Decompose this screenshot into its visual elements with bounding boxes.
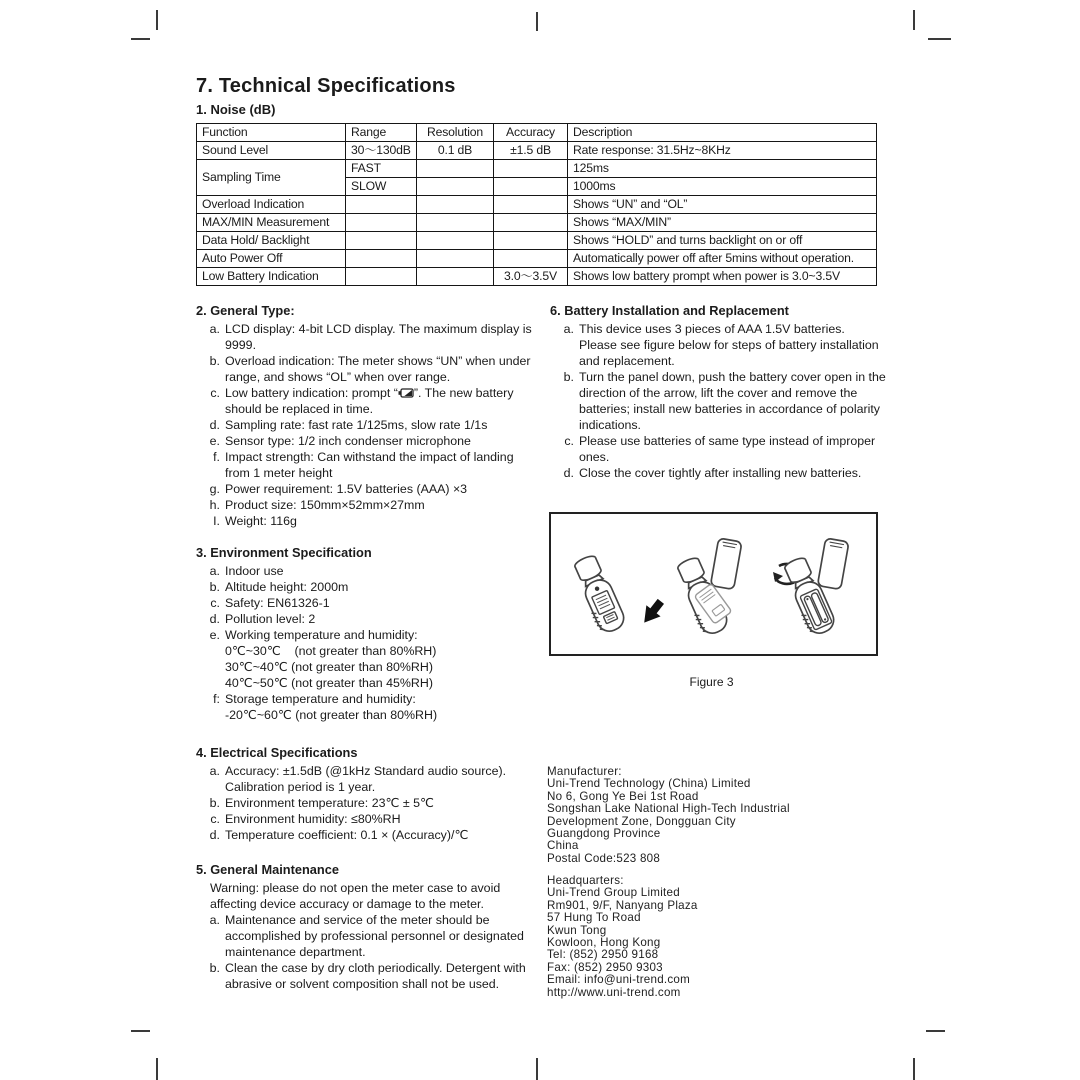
text-line: Postal Code:523 808 bbox=[547, 851, 661, 865]
text-line: Kwun Tong bbox=[547, 923, 607, 937]
item-label: a. bbox=[209, 913, 220, 927]
item-label: b. bbox=[209, 580, 220, 594]
list-item bbox=[550, 321, 886, 369]
header-cell: Description bbox=[568, 124, 877, 142]
cell: Shows “UN” and “OL” bbox=[568, 196, 877, 214]
list-item bbox=[196, 385, 532, 417]
item-label: d. bbox=[563, 466, 574, 480]
cell bbox=[417, 160, 494, 178]
item-label bbox=[196, 707, 220, 723]
item-label: b. bbox=[209, 354, 220, 368]
item-label: a. bbox=[209, 322, 220, 336]
item-label: b. bbox=[209, 961, 220, 975]
table-row bbox=[197, 142, 877, 160]
item-label: a. bbox=[563, 322, 574, 336]
list-item bbox=[196, 627, 532, 643]
figure-3-image bbox=[549, 512, 878, 656]
section-environment bbox=[196, 545, 532, 723]
header-cell: Accuracy bbox=[494, 124, 568, 142]
cell bbox=[494, 214, 568, 232]
item-text: Environment humidity: ≤80%RH bbox=[225, 812, 401, 826]
cell: Data Hold/ Backlight bbox=[197, 232, 346, 250]
item-label: c. bbox=[210, 386, 220, 400]
item-label: d. bbox=[209, 418, 220, 432]
cell bbox=[417, 214, 494, 232]
table-row bbox=[197, 250, 877, 268]
crop-mark bbox=[913, 1058, 915, 1080]
cell bbox=[346, 268, 417, 286]
table-title: 1. Noise (dB) bbox=[196, 102, 276, 117]
crop-mark bbox=[913, 10, 915, 30]
item-text: Low battery indication: prompt “ ”. The new battery should be replaced in time. bbox=[225, 386, 517, 416]
item-text: Close the cover tightly after installing new batteries. bbox=[579, 466, 862, 480]
list-item bbox=[196, 513, 532, 529]
list-item bbox=[196, 827, 536, 843]
cell: 1000ms bbox=[568, 178, 877, 196]
cell bbox=[417, 250, 494, 268]
cell: Shows low battery prompt when power is 3.0~3.5V bbox=[568, 268, 877, 286]
item-text: -20℃~60℃ (not greater than 80%RH) bbox=[225, 708, 438, 722]
item-text: 0℃~30℃ (not greater than 80%RH) bbox=[225, 644, 437, 658]
text-line: Development Zone, Dongguan City bbox=[547, 814, 736, 828]
item-label: c. bbox=[210, 596, 220, 610]
cell: Overload Indication bbox=[197, 196, 346, 214]
item-text: LCD display: 4-bit LCD display. The maximum display is 9999. bbox=[225, 322, 536, 352]
text-line: Uni-Trend Group Limited bbox=[547, 886, 680, 900]
cell: 3.0～3.5V bbox=[494, 268, 568, 286]
list-item bbox=[196, 960, 532, 992]
item-text: This device uses 3 pieces of AAA 1.5V batteries. Please see figure below for steps of battery installation and replacement. bbox=[579, 322, 883, 368]
text-line: Manufacturer: bbox=[547, 765, 622, 778]
section-heading: 2. General Type: bbox=[196, 303, 295, 318]
item-text: Working temperature and humidity: bbox=[225, 628, 418, 642]
section-battery bbox=[550, 303, 890, 481]
cell bbox=[494, 250, 568, 268]
cell bbox=[494, 178, 568, 196]
item-label: a. bbox=[209, 764, 220, 778]
cell: 125ms bbox=[568, 160, 877, 178]
item-label: d. bbox=[209, 612, 220, 626]
list-item bbox=[196, 763, 536, 795]
text-line: Rm901, 9/F, Nanyang Plaza bbox=[547, 898, 698, 912]
list-item bbox=[196, 795, 536, 811]
list-item bbox=[196, 417, 532, 433]
section-heading: 6. Battery Installation and Replacement bbox=[550, 303, 789, 318]
cell bbox=[494, 160, 568, 178]
item-text: Environment temperature: 23℃ ± 5℃ bbox=[225, 796, 434, 810]
cell: Auto Power Off bbox=[197, 250, 346, 268]
table-row bbox=[197, 214, 877, 232]
item-text: 40℃~50℃ (not greater than 45%RH) bbox=[225, 676, 433, 690]
list-item bbox=[196, 563, 532, 579]
list-item bbox=[196, 579, 532, 595]
list-item bbox=[196, 691, 532, 707]
cell bbox=[346, 232, 417, 250]
item-label: e. bbox=[209, 628, 220, 642]
cell bbox=[346, 214, 417, 232]
list-item bbox=[196, 811, 536, 827]
crop-mark bbox=[926, 1030, 945, 1032]
cell bbox=[417, 268, 494, 286]
item-text: Temperature coefficient: 0.1 × (Accuracy)/℃ bbox=[225, 828, 469, 842]
item-label: e. bbox=[209, 434, 220, 448]
list-item bbox=[550, 465, 886, 481]
table-row bbox=[197, 232, 877, 250]
crop-mark bbox=[928, 38, 951, 40]
text-line: Headquarters: bbox=[547, 874, 624, 887]
text-line: Kowloon, Hong Kong bbox=[547, 936, 661, 950]
item-label: a. bbox=[209, 564, 220, 578]
noise-spec-table bbox=[196, 123, 877, 286]
cell: Rate response: 31.5Hz~8KHz bbox=[568, 142, 877, 160]
item-label: c. bbox=[564, 434, 574, 448]
item-label: b. bbox=[563, 370, 574, 384]
item-label bbox=[196, 880, 205, 912]
section-maintenance bbox=[196, 862, 532, 992]
crop-mark bbox=[156, 10, 158, 30]
item-label: h. bbox=[209, 498, 220, 512]
table-header-row bbox=[197, 124, 877, 142]
item-text: Sampling rate: fast rate 1/125ms, slow rate 1/1s bbox=[225, 418, 488, 432]
item-text: Indoor use bbox=[225, 564, 284, 578]
text-line: Songshan Lake National High-Tech Industrial bbox=[547, 802, 790, 816]
list-item bbox=[196, 433, 532, 449]
list-item bbox=[550, 433, 886, 465]
item-text: Power requirement: 1.5V batteries (AAA) ×3 bbox=[225, 482, 468, 496]
item-text: Please use batteries of same type instead of improper ones. bbox=[579, 434, 879, 464]
manufacturer-block bbox=[547, 766, 790, 865]
item-label: b. bbox=[209, 796, 220, 810]
item-text: Maintenance and service of the meter should be accomplished by professional personnel or designated maintenance department. bbox=[225, 913, 528, 959]
item-text: Warning: please do not open the meter case to avoid affecting device accuracy or damage to the meter. bbox=[210, 881, 504, 911]
item-text: Turn the panel down, push the battery cover open in the direction of the arrow, lift the cover and remove the batteries; install new batteries in accordance of polarity indications. bbox=[579, 370, 890, 432]
item-label: I. bbox=[213, 514, 220, 528]
header-cell: Function bbox=[197, 124, 346, 142]
cell: 30～130dB bbox=[346, 142, 417, 160]
cell bbox=[346, 250, 417, 268]
cell bbox=[417, 232, 494, 250]
list-item bbox=[196, 595, 532, 611]
cell: Automatically power off after 5mins without operation. bbox=[568, 250, 877, 268]
item-text: Clean the case by dry cloth periodically. Detergent with abrasive or solvent composition shall not be used. bbox=[225, 961, 530, 991]
cell: SLOW bbox=[346, 178, 417, 196]
text-line: No 6, Gong Ye Bei 1st Road bbox=[547, 789, 699, 803]
cell: Low Battery Indication bbox=[197, 268, 346, 286]
crop-mark bbox=[131, 38, 150, 40]
push-arrow-icon bbox=[637, 596, 668, 628]
list-item bbox=[196, 880, 532, 912]
cell: Shows “MAX/MIN” bbox=[568, 214, 877, 232]
page-title: 7. Technical Specifications bbox=[196, 75, 456, 97]
item-text: Sensor type: 1/2 inch condenser microphone bbox=[225, 434, 471, 448]
text-line: Tel: (852) 2950 9168 bbox=[547, 948, 659, 962]
cell bbox=[417, 196, 494, 214]
item-text: Overload indication: The meter shows “UN” when under range, and shows “OL” when over range. bbox=[225, 354, 535, 384]
cell bbox=[417, 178, 494, 196]
item-text: Safety: EN61326-1 bbox=[225, 596, 330, 610]
table-row bbox=[197, 160, 877, 178]
table-row bbox=[197, 268, 877, 286]
text-line: Guangdong Province bbox=[547, 827, 661, 841]
item-label: g. bbox=[209, 482, 220, 496]
list-item bbox=[196, 611, 532, 627]
text-line: Fax: (852) 2950 9303 bbox=[547, 960, 663, 974]
item-label bbox=[196, 659, 220, 675]
item-label: f: bbox=[213, 692, 220, 706]
item-text: Altitude height: 2000m bbox=[225, 580, 349, 594]
crop-mark bbox=[536, 12, 538, 31]
item-label: f. bbox=[213, 450, 220, 464]
item-text: Impact strength: Can withstand the impact of landing from 1 meter height bbox=[225, 450, 518, 480]
item-label bbox=[196, 675, 220, 691]
list-item bbox=[196, 321, 536, 353]
item-text: Storage temperature and humidity: bbox=[225, 692, 416, 706]
list-item bbox=[196, 707, 532, 723]
item-text: 30℃~40℃ (not greater than 80%RH) bbox=[225, 660, 433, 674]
item-text: Product size: 150mm×52mm×27mm bbox=[225, 498, 425, 512]
cell: Shows “HOLD” and turns backlight on or off bbox=[568, 232, 877, 250]
item-text: Pollution level: 2 bbox=[225, 612, 316, 626]
item-text: Weight: 116g bbox=[225, 514, 297, 528]
item-label: c. bbox=[210, 812, 220, 826]
figure-caption: Figure 3 bbox=[689, 675, 734, 689]
list-item bbox=[196, 353, 535, 385]
text-line: 57 Hung To Road bbox=[547, 911, 641, 925]
list-item bbox=[196, 481, 532, 497]
item-label: d. bbox=[209, 828, 220, 842]
crop-mark bbox=[131, 1030, 150, 1032]
cell: MAX/MIN Measurement bbox=[197, 214, 346, 232]
section-electrical bbox=[196, 745, 536, 843]
section-heading: 5. General Maintenance bbox=[196, 862, 339, 877]
section-heading: 3. Environment Specification bbox=[196, 545, 372, 560]
battery-installation-illustration bbox=[551, 514, 876, 654]
cell: 0.1 dB bbox=[417, 142, 494, 160]
crop-mark bbox=[156, 1058, 158, 1080]
cell: ±1.5 dB bbox=[494, 142, 568, 160]
table-row bbox=[197, 196, 877, 214]
cell bbox=[494, 232, 568, 250]
text-line: http://www.uni-trend.com bbox=[547, 985, 681, 999]
list-item bbox=[196, 675, 532, 691]
headquarters-block bbox=[547, 875, 698, 999]
list-item bbox=[196, 659, 532, 675]
text-line: China bbox=[547, 839, 579, 853]
section-heading: 4. Electrical Specifications bbox=[196, 745, 358, 760]
cell bbox=[346, 196, 417, 214]
list-item bbox=[550, 369, 890, 433]
section-general-type bbox=[196, 303, 536, 529]
text-line: Email: info@uni-trend.com bbox=[547, 973, 691, 987]
cell: Sound Level bbox=[197, 142, 346, 160]
list-item bbox=[196, 912, 532, 960]
header-cell: Resolution bbox=[417, 124, 494, 142]
header-cell: Range bbox=[346, 124, 417, 142]
battery-icon bbox=[398, 386, 414, 400]
list-item bbox=[196, 449, 532, 481]
item-text: Accuracy: ±1.5dB (@1kHz Standard audio source). Calibration period is 1 year. bbox=[225, 764, 510, 794]
cell: FAST bbox=[346, 160, 417, 178]
item-label bbox=[196, 643, 220, 659]
text-line: Uni-Trend Technology (China) Limited bbox=[547, 777, 751, 791]
list-item bbox=[196, 643, 532, 659]
crop-mark bbox=[536, 1058, 538, 1080]
list-item bbox=[196, 497, 532, 513]
cell bbox=[494, 196, 568, 214]
cell: Sampling Time bbox=[197, 160, 346, 196]
